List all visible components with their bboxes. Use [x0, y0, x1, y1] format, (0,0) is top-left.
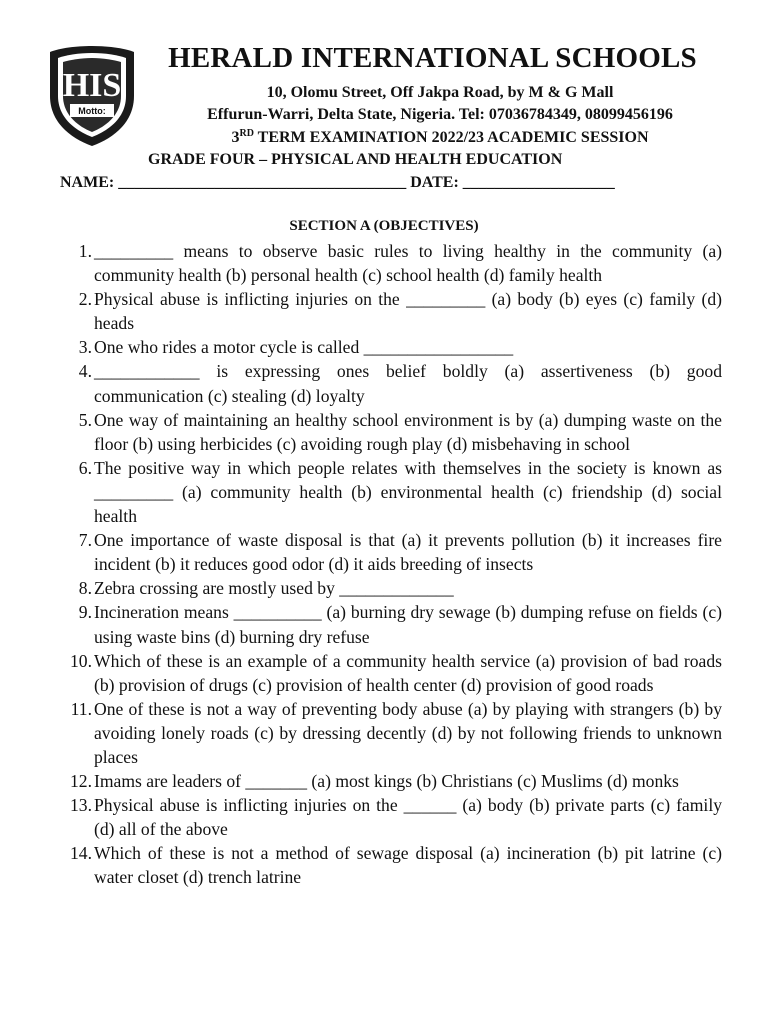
- question-number: 13.: [70, 795, 92, 816]
- question-text: Incineration means __________ (a) burning dry sewage (b) dumping refuse on fields (c) using waste bins (d) burning dry refuse: [94, 602, 722, 647]
- question-number: 5.: [78, 409, 92, 430]
- question-number: 14.: [70, 843, 92, 864]
- question-item: [54, 408, 722, 456]
- question-text: Which of these is an example of a community health service (a) provision of bad roads (b) provision of drugs (c) provision of health center (d) provision of good roads: [94, 650, 722, 695]
- question-number: 7.: [78, 530, 92, 551]
- question-item: [54, 841, 722, 889]
- question-item: [54, 697, 722, 769]
- question-text: Physical abuse is inflicting injuries on the _________ (a) body (b) eyes (c) family (d) heads: [94, 289, 722, 334]
- term-number: 3: [231, 129, 240, 146]
- question-text: Physical abuse is inflicting injuries on the ______ (a) body (b) private parts (c) family (d) all of the above: [94, 795, 722, 840]
- question-item: [54, 649, 722, 697]
- term-rest: TERM EXAMINATION 2022/23 ACADEMIC SESSION: [253, 129, 649, 146]
- section-title: [0, 218, 768, 235]
- term-suffix: RD: [239, 128, 254, 139]
- question-item: [54, 769, 722, 793]
- question-list: [54, 239, 722, 890]
- question-item: [54, 239, 722, 287]
- question-item: [54, 456, 722, 528]
- question-item: [54, 359, 722, 407]
- question-number: 12.: [70, 771, 92, 792]
- grade-subject: GRADE FOUR – PHYSICAL AND HEALTH EDUCATION: [148, 151, 563, 168]
- question-number: 9.: [78, 602, 92, 623]
- question-item: [54, 576, 722, 600]
- question-text: Zebra crossing are mostly used by _____________: [94, 578, 454, 599]
- logo-motto: Motto:: [78, 106, 106, 116]
- question-item: [54, 600, 722, 648]
- name-date-line: NAME: ____________________________________ DATE: ___________________: [60, 174, 615, 191]
- question-item: [54, 335, 722, 359]
- question-number: 6.: [78, 457, 92, 478]
- question-text: One who rides a motor cycle is called _________________: [94, 337, 514, 358]
- question-number: 8.: [78, 578, 92, 599]
- logo-letters: HIS: [62, 67, 122, 104]
- address-line-2: Effurun-Warri, Delta State, Nigeria. Tel: 07036784349, 08099456196: [207, 106, 673, 123]
- question-number: 1.: [78, 241, 92, 261]
- question-text: One way of maintaining an healthy school environment is by (a) dumping waste on the floor (b) using herbicides (c) avoiding rough play (d) misbehaving in school: [94, 409, 722, 454]
- address-line-1: 10, Olomu Street, Off Jakpa Road, by M & G Mall: [266, 84, 614, 101]
- question-item: [54, 287, 722, 335]
- question-text: _________ means to observe basic rules to living healthy in the community (a) community health (b) personal health (c) school health (d) family health: [94, 241, 722, 286]
- school-crest-logo: [46, 44, 138, 148]
- question-number: 2.: [78, 289, 92, 310]
- question-item: [54, 793, 722, 841]
- question-text: One importance of waste disposal is that (a) it prevents pollution (b) it increases fire incident (b) it reduces good odor (d) it aids breeding of insects: [94, 530, 722, 575]
- section-title-text: SECTION A (OBJECTIVES): [289, 218, 479, 234]
- question-item: [54, 528, 722, 576]
- question-text: ____________ is expressing ones belief boldly (a) assertiveness (b) good communication (c) stealing (d) loyalty: [94, 361, 722, 406]
- question-number: 3.: [78, 337, 92, 358]
- question-number: 11.: [70, 698, 92, 719]
- question-text: The positive way in which people relates with themselves in the society is known as _________ (a) community health (b) environmental health (c) friendship (d) social health: [94, 457, 722, 527]
- term-title: [150, 128, 730, 147]
- question-text: One of these is not a way of preventing body abuse (a) by playing with strangers (b) by avoiding lonely roads (c) by dressing decently (d) by not following friends to unknown places: [94, 698, 722, 767]
- question-text: Which of these is not a method of sewage disposal (a) incineration (b) pit latrine (c) water closet (d) trench latrine: [94, 843, 722, 888]
- question-text: Imams are leaders of _______ (a) most kings (b) Christians (c) Muslims (d) monks: [94, 771, 679, 792]
- school-name: HERALD INTERNATIONAL SCHOOLS: [168, 42, 697, 74]
- question-number: 10.: [70, 650, 92, 671]
- question-number: 4.: [78, 361, 92, 382]
